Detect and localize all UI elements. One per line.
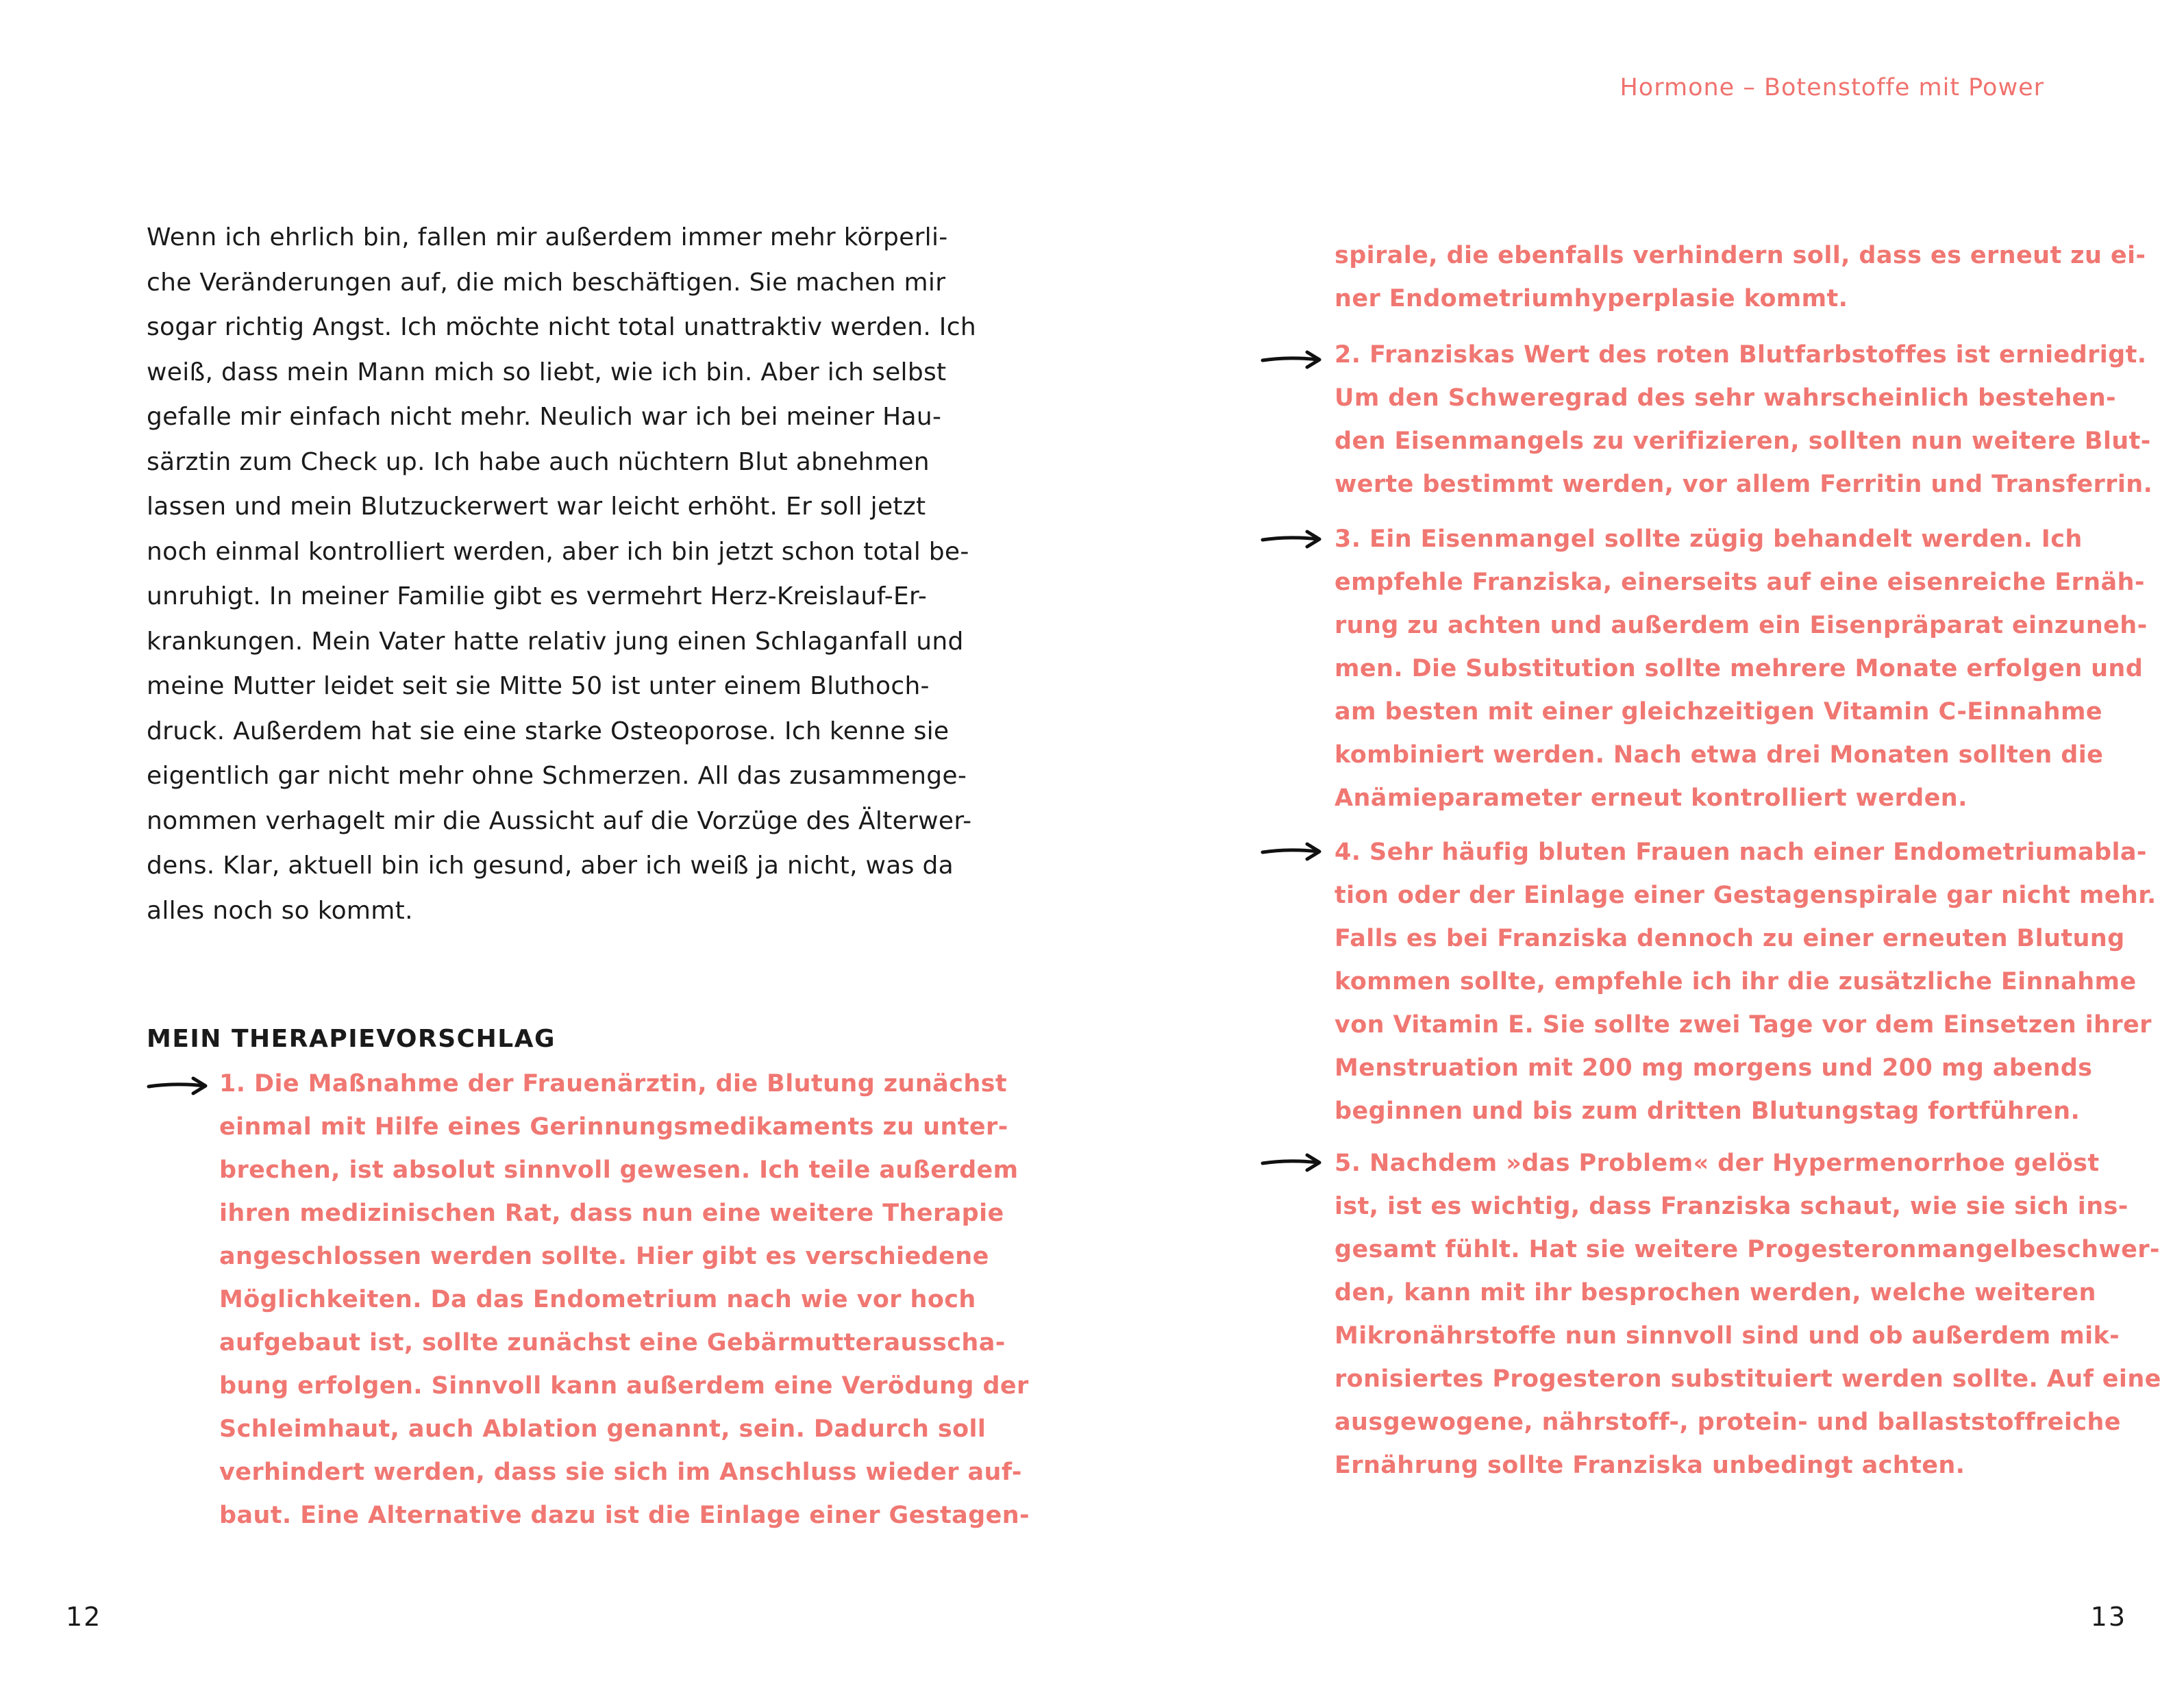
paragraph-line: meine Mutter leidet seit sie Mitte 50 ist unter einem Bluthoch- [147, 672, 930, 700]
item-line: den, kann mit ihr besprochen werden, welche weiteren [1335, 1279, 2096, 1306]
paragraph-line: dens. Klar, aktuell bin ich gesund, aber ich weiß ja nicht, was da [147, 852, 954, 880]
item-line: ronisiertes Progesteron substituiert werden sollte. Auf eine [1335, 1365, 2161, 1393]
item-line: aufgebaut ist, sollte zunächst eine Gebärmutterausscha- [219, 1329, 1006, 1356]
item-line: gesamt fühlt. Hat sie weitere Progesteronmangelbeschwer- [1335, 1236, 2160, 1263]
arrow-right-icon [1261, 840, 1324, 863]
therapy-item-4 [1335, 831, 2157, 1133]
body-paragraph [147, 215, 976, 933]
item-line: 5. Nachdem »das Problem« der Hypermenorrhoe gelöst [1335, 1150, 2100, 1177]
arrow-right-icon [1261, 348, 1324, 371]
item-line: Falls es bei Franziska dennoch zu einer erneuten Blutung [1335, 925, 2125, 952]
item-line: empfehle Franziska, einerseits auf eine eisenreiche Ernäh- [1335, 569, 2145, 596]
therapy-item-3 [1335, 518, 2148, 820]
item-line: tion oder der Einlage einer Gestagenspirale gar nicht mehr. [1335, 882, 2157, 909]
paragraph-line: alles noch so kommt. [147, 896, 413, 925]
item-line: Anämieparameter erneut kontrolliert werden. [1335, 784, 1968, 812]
item-line: Möglichkeiten. Da das Endometrium nach wie vor hoch [219, 1286, 976, 1313]
paragraph-line: lassen und mein Blutzuckerwert war leicht erhöht. Er soll jetzt [147, 493, 926, 521]
paragraph-line: gefalle mir einfach nicht mehr. Neulich war ich bei meiner Hau- [147, 403, 942, 431]
item-line: ner Endometriumhyperplasie kommt. [1335, 285, 1848, 312]
item-line: Um den Schweregrad des sehr wahrscheinlich bestehen- [1335, 384, 2116, 412]
item-line: bung erfolgen. Sinnvoll kann außerdem eine Verödung der [219, 1372, 1029, 1400]
item-line: von Vitamin E. Sie sollte zwei Tage vor dem Einsetzen ihrer [1335, 1011, 2152, 1039]
paragraph-line: druck. Außerdem hat sie eine starke Osteoporose. Ich kenne sie [147, 717, 950, 745]
item-line: angeschlossen werden sollte. Hier gibt es verschiedene [219, 1243, 989, 1270]
running-head: Hormone – Botenstoffe mit Power [1620, 74, 2044, 101]
item-line: 3. Ein Eisenmangel sollte zügig behandelt werden. Ich [1335, 525, 2083, 553]
item-line: ausgewogene, nährstoff-, protein- und ballaststoffreiche [1335, 1409, 2121, 1436]
item-line: kombiniert werden. Nach etwa drei Monaten sollten die [1335, 741, 2104, 769]
item-line: 4. Sehr häufig bluten Frauen nach einer Endometriumabla- [1335, 839, 2147, 866]
item-line: am besten mit einer gleichzeitigen Vitamin C-Einnahme [1335, 698, 2102, 726]
paragraph-line: Wenn ich ehrlich bin, fallen mir außerdem immer mehr körperli- [147, 223, 948, 251]
item-line: ist, ist es wichtig, dass Franziska schaut, wie sie sich ins- [1335, 1193, 2129, 1220]
item-line: Menstruation mit 200 mg morgens und 200 mg abends [1335, 1054, 2093, 1082]
item-line: verhindert werden, dass sie sich im Anschluss wieder auf- [219, 1459, 1022, 1486]
therapy-item-2 [1335, 334, 2152, 506]
item-line: brechen, ist absolut sinnvoll gewesen. Ich teile außerdem [219, 1156, 1019, 1184]
paragraph-line: weiß, dass mein Mann mich so liebt, wie ich bin. Aber ich selbst [147, 358, 947, 386]
section-heading: MEIN THERAPIEVORSCHLAG [147, 1025, 556, 1053]
paragraph-line: sogar richtig Angst. Ich möchte nicht total unattraktiv werden. Ich [147, 313, 976, 341]
page-number-left: 12 [66, 1602, 102, 1632]
item-line: einmal mit Hilfe eines Gerinnungsmedikaments zu unter- [219, 1113, 1008, 1141]
arrow-right-icon [147, 1074, 210, 1097]
item-line: ihren medizinischen Rat, dass nun eine weitere Therapie [219, 1200, 1004, 1227]
item-line: 1. Die Maßnahme der Frauenärztin, die Blutung zunächst [219, 1070, 1008, 1097]
paragraph-line: eigentlich gar nicht mehr ohne Schmerzen. All das zusammenge- [147, 762, 967, 790]
item-line: Ernährung sollte Franziska unbedingt achten. [1335, 1452, 1965, 1479]
arrow-right-icon [1261, 1151, 1324, 1174]
paragraph-line: särztin zum Check up. Ich habe auch nüchtern Blut abnehmen [147, 447, 930, 476]
paragraph-line: krankungen. Mein Vater hatte relativ jung einen Schlaganfall und [147, 627, 964, 656]
item-line: rung zu achten und außerdem ein Eisenpräparat einzuneh- [1335, 612, 2148, 639]
item-line: spirale, die ebenfalls verhindern soll, dass es erneut zu ei- [1335, 242, 2146, 269]
therapy-item-1-continuation [1335, 234, 2146, 321]
page-number-right: 13 [2090, 1602, 2126, 1632]
item-line: 2. Franziskas Wert des roten Blutfarbstoffes ist erniedrigt. [1335, 341, 2147, 369]
paragraph-line: nommen verhagelt mir die Aussicht auf die Vorzüge des Älterwer- [147, 806, 972, 835]
therapy-item-1 [219, 1063, 1030, 1537]
paragraph-line: noch einmal kontrolliert werden, aber ich bin jetzt schon total be- [147, 537, 969, 566]
item-line: men. Die Substitution sollte mehrere Monate erfolgen und [1335, 655, 2144, 682]
item-line: werte bestimmt werden, vor allem Ferritin und Transferrin. [1335, 471, 2153, 498]
item-line: den Eisenmangels zu verifizieren, sollten nun weitere Blut- [1335, 427, 2151, 455]
item-line: Schleimhaut, auch Ablation genannt, sein. Dadurch soll [219, 1415, 986, 1443]
item-line: Mikronährstoffe nun sinnvoll sind und ob außerdem mik- [1335, 1322, 2120, 1350]
item-line: kommen sollte, empfehle ich ihr die zusätzliche Einnahme [1335, 968, 2137, 995]
arrow-right-icon [1261, 528, 1324, 551]
item-line: baut. Eine Alternative dazu ist die Einlage einer Gestagen- [219, 1502, 1030, 1529]
paragraph-line: che Veränderungen auf, die mich beschäftigen. Sie machen mir [147, 268, 946, 297]
paragraph-line: unruhigt. In meiner Familie gibt es vermehrt Herz-Kreislauf-Er- [147, 582, 928, 610]
right-page [1092, 0, 2184, 1699]
item-line: beginnen und bis zum dritten Blutungstag fortführen. [1335, 1097, 2081, 1125]
therapy-item-5 [1335, 1142, 2161, 1487]
